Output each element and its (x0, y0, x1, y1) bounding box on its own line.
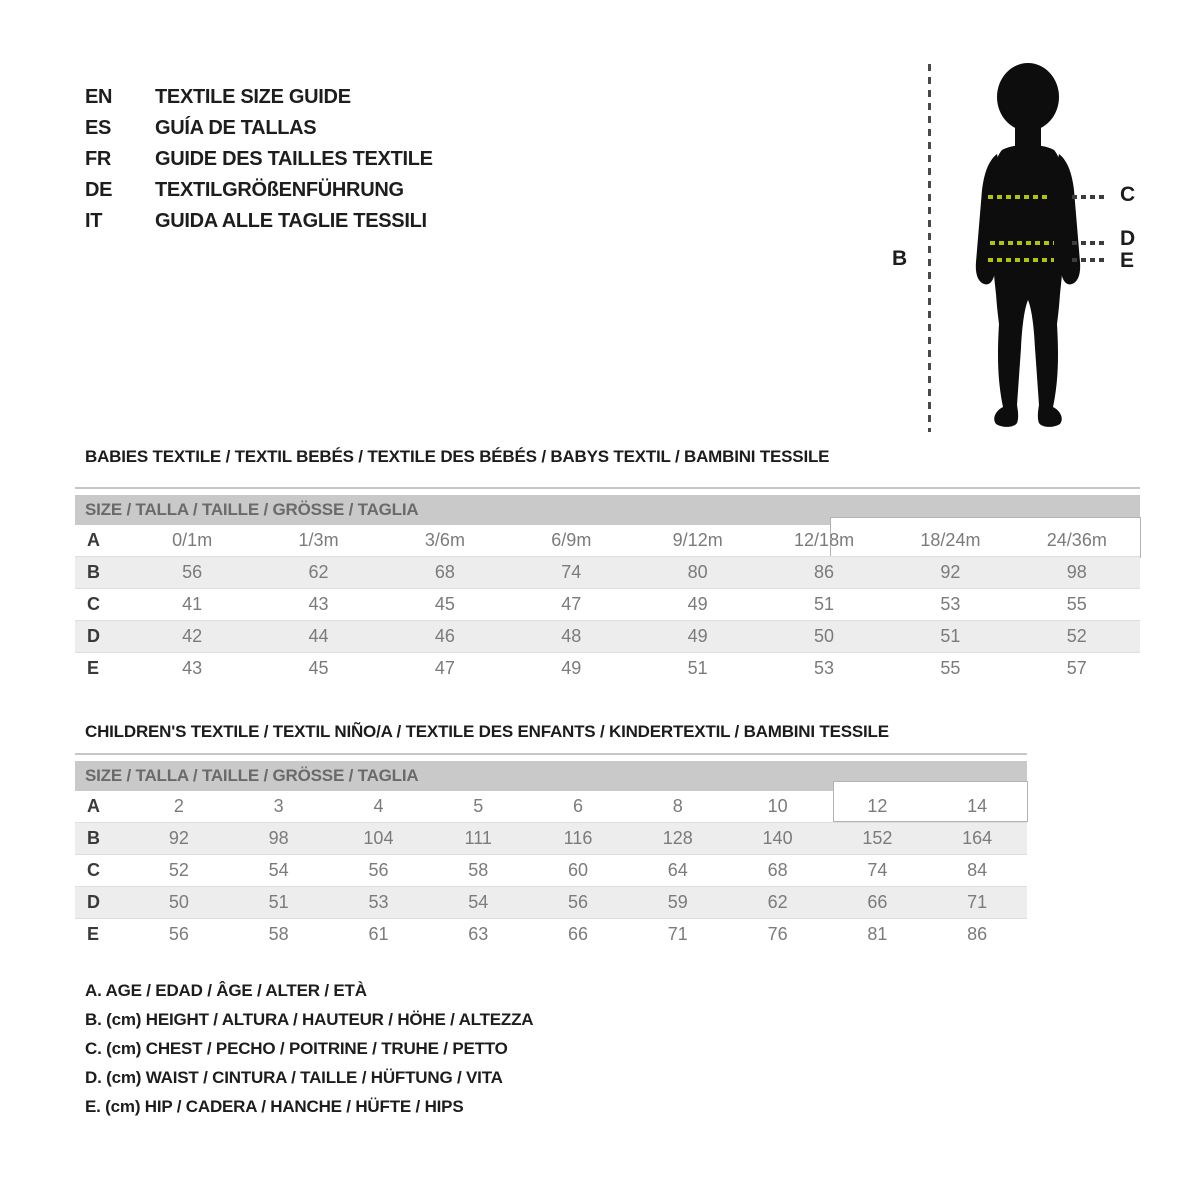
table-cell: 2 (173, 796, 184, 816)
table-cell: 41 (182, 594, 203, 614)
table-cell: 57 (1066, 658, 1087, 678)
guide-title-en: TEXTILE SIZE GUIDE (155, 86, 351, 108)
table-cell: 86 (814, 562, 835, 582)
table-row (75, 653, 1140, 684)
table-row (75, 791, 1027, 823)
child-measurement-figure (890, 50, 1170, 450)
table-row (75, 855, 1027, 887)
hip-measure-dots-green (988, 258, 1054, 262)
table-cell: 14 (967, 796, 988, 816)
table-cell: 47 (561, 594, 582, 614)
table-row (75, 525, 1140, 557)
table-cell: 116 (563, 828, 593, 848)
table-cell: 71 (967, 892, 988, 912)
table-cell: 71 (667, 924, 688, 944)
legend-height: B. (cm) HEIGHT / ALTURA / HAUTEUR / HÖHE / ALTEZZA (85, 1010, 534, 1029)
table-cell: 62 (308, 562, 329, 582)
table-cell: 12 (867, 796, 888, 816)
table-cell: 44 (308, 626, 329, 646)
table-cell: 104 (363, 828, 394, 848)
measurement-legend (85, 976, 533, 1121)
language-code: FR (85, 148, 112, 170)
row-label: E (87, 924, 100, 944)
table-cell: 140 (762, 828, 793, 848)
height-measure-label: B (892, 247, 908, 270)
children-table-rows (75, 791, 1027, 950)
table-cell: 6 (573, 796, 584, 816)
table-row (75, 919, 1027, 950)
table-cell: 60 (568, 860, 589, 880)
row-label: C (87, 594, 100, 614)
table-cell: 1/3m (298, 530, 339, 550)
table-cell: 86 (967, 924, 988, 944)
table-cell: 58 (268, 924, 289, 944)
table-cell: 98 (1066, 562, 1087, 582)
table-cell: 9/12m (672, 530, 723, 550)
table-cell: 92 (940, 562, 961, 582)
row-label: A (87, 796, 100, 816)
chest-measure-label: C (1120, 183, 1136, 206)
table-cell: 68 (434, 562, 455, 582)
table-cell: 51 (268, 892, 289, 912)
legend-waist: D. (cm) WAIST / CINTURA / TAILLE / HÜFTUNG / VITA (85, 1068, 503, 1087)
table-row (75, 589, 1140, 621)
table-cell: 80 (687, 562, 708, 582)
babies-section-title: BABIES TEXTILE / TEXTIL BEBÉS / TEXTILE DES BÉBÉS / BABYS TEXTIL / BAMBINI TESSILE (85, 447, 830, 466)
children-size-table (75, 753, 1027, 950)
table-cell: 164 (962, 828, 993, 848)
table-cell: 24/36m (1046, 530, 1107, 550)
children-table-header: SIZE / TALLA / TAILLE / GRÖSSE / TAGLIA (75, 761, 1027, 791)
table-cell: 68 (767, 860, 788, 880)
table-cell: 54 (468, 892, 489, 912)
table-cell: 59 (667, 892, 688, 912)
table-cell: 46 (434, 626, 455, 646)
height-measure-dashed-line (928, 64, 931, 432)
table-cell: 51 (814, 594, 835, 614)
language-code: ES (85, 117, 112, 139)
hip-measure-label: E (1120, 249, 1135, 272)
row-label: D (87, 626, 100, 646)
table-cell: 42 (182, 626, 203, 646)
table-cell: 49 (687, 626, 708, 646)
language-row (85, 206, 433, 237)
table-cell: 56 (368, 860, 389, 880)
table-cell: 12/18m (794, 530, 855, 550)
table-cell: 74 (867, 860, 888, 880)
language-code: EN (85, 86, 113, 108)
waist-measure-label: D (1120, 227, 1136, 250)
chest-measure-dots-dark (1072, 195, 1106, 199)
table-cell: 56 (168, 924, 189, 944)
table-cell: 64 (667, 860, 688, 880)
language-row (85, 175, 433, 206)
language-row (85, 82, 433, 113)
table-cell: 74 (561, 562, 582, 582)
table-cell: 50 (814, 626, 835, 646)
table-cell: 66 (568, 924, 589, 944)
babies-table-rows (75, 525, 1140, 684)
table-row (75, 621, 1140, 653)
table-cell: 4 (373, 796, 384, 816)
table-cell: 8 (672, 796, 683, 816)
babies-table-header: SIZE / TALLA / TAILLE / GRÖSSE / TAGLIA (75, 495, 1140, 525)
row-label: A (87, 530, 100, 550)
table-cell: 47 (434, 658, 455, 678)
legend-hip: E. (cm) HIP / CADERA / HANCHE / HÜFTE / HIPS (85, 1097, 464, 1116)
table-top-rule (75, 753, 1027, 755)
table-cell: 43 (182, 658, 203, 678)
table-row (75, 887, 1027, 919)
table-cell: 61 (368, 924, 389, 944)
row-label: B (87, 562, 100, 582)
chest-measure-dots-green (988, 195, 1048, 199)
table-cell: 52 (168, 860, 189, 880)
table-cell: 18/24m (920, 530, 981, 550)
table-cell: 56 (182, 562, 203, 582)
table-top-rule (75, 487, 1140, 489)
guide-title-de: TEXTILGRÖßENFÜHRUNG (155, 179, 404, 201)
table-row (75, 823, 1027, 855)
table-cell: 111 (464, 828, 492, 848)
table-cell: 53 (814, 658, 835, 678)
table-cell: 51 (940, 626, 961, 646)
table-cell: 10 (767, 796, 788, 816)
table-cell: 51 (687, 658, 708, 678)
table-cell: 45 (308, 658, 329, 678)
table-cell: 76 (767, 924, 788, 944)
table-cell: 56 (568, 892, 589, 912)
waist-measure-dots-green (990, 241, 1054, 245)
table-row (75, 557, 1140, 589)
guide-title-it: GUIDA ALLE TAGLIE TESSILI (155, 210, 427, 232)
table-cell: 92 (168, 828, 189, 848)
table-cell: 128 (662, 828, 693, 848)
table-cell: 66 (867, 892, 888, 912)
language-row (85, 113, 433, 144)
table-cell: 55 (1066, 594, 1087, 614)
row-label: B (87, 828, 100, 848)
table-cell: 55 (940, 658, 961, 678)
table-cell: 48 (561, 626, 582, 646)
table-cell: 3/6m (424, 530, 465, 550)
table-cell: 54 (268, 860, 289, 880)
row-label: D (87, 892, 100, 912)
table-cell: 50 (168, 892, 189, 912)
table-cell: 52 (1066, 626, 1087, 646)
row-label: E (87, 658, 100, 678)
language-row (85, 144, 433, 175)
legend-chest: C. (cm) CHEST / PECHO / POITRINE / TRUHE / PETTO (85, 1039, 508, 1058)
table-cell: 63 (468, 924, 489, 944)
table-cell: 43 (308, 594, 329, 614)
table-cell: 84 (967, 860, 988, 880)
table-cell: 49 (687, 594, 708, 614)
table-cell: 49 (561, 658, 582, 678)
children-section-title: CHILDREN'S TEXTILE / TEXTIL NIÑO/A / TEXTILE DES ENFANTS / KINDERTEXTIL / BAMBINI TESSILE (85, 722, 889, 741)
table-cell: 58 (468, 860, 489, 880)
table-cell: 152 (862, 828, 893, 848)
table-cell: 3 (273, 796, 284, 816)
language-code: DE (85, 179, 113, 201)
hip-measure-dots-dark (1072, 258, 1106, 262)
table-cell: 6/9m (551, 530, 592, 550)
guide-title-block (85, 82, 433, 237)
babies-size-table (75, 487, 1140, 684)
table-cell: 81 (867, 924, 888, 944)
table-cell: 45 (434, 594, 455, 614)
language-code: IT (85, 210, 103, 232)
table-cell: 0/1m (172, 530, 213, 550)
table-cell: 62 (767, 892, 788, 912)
table-cell: 53 (368, 892, 389, 912)
table-cell: 5 (473, 796, 484, 816)
guide-title-es: GUÍA DE TALLAS (155, 117, 317, 139)
row-label: C (87, 860, 100, 880)
waist-measure-dots-dark (1072, 241, 1106, 245)
legend-age: A. AGE / EDAD / ÂGE / ALTER / ETÀ (85, 981, 367, 1000)
table-cell: 53 (940, 594, 961, 614)
table-cell: 98 (268, 828, 289, 848)
guide-title-fr: GUIDE DES TAILLES TEXTILE (155, 148, 433, 170)
